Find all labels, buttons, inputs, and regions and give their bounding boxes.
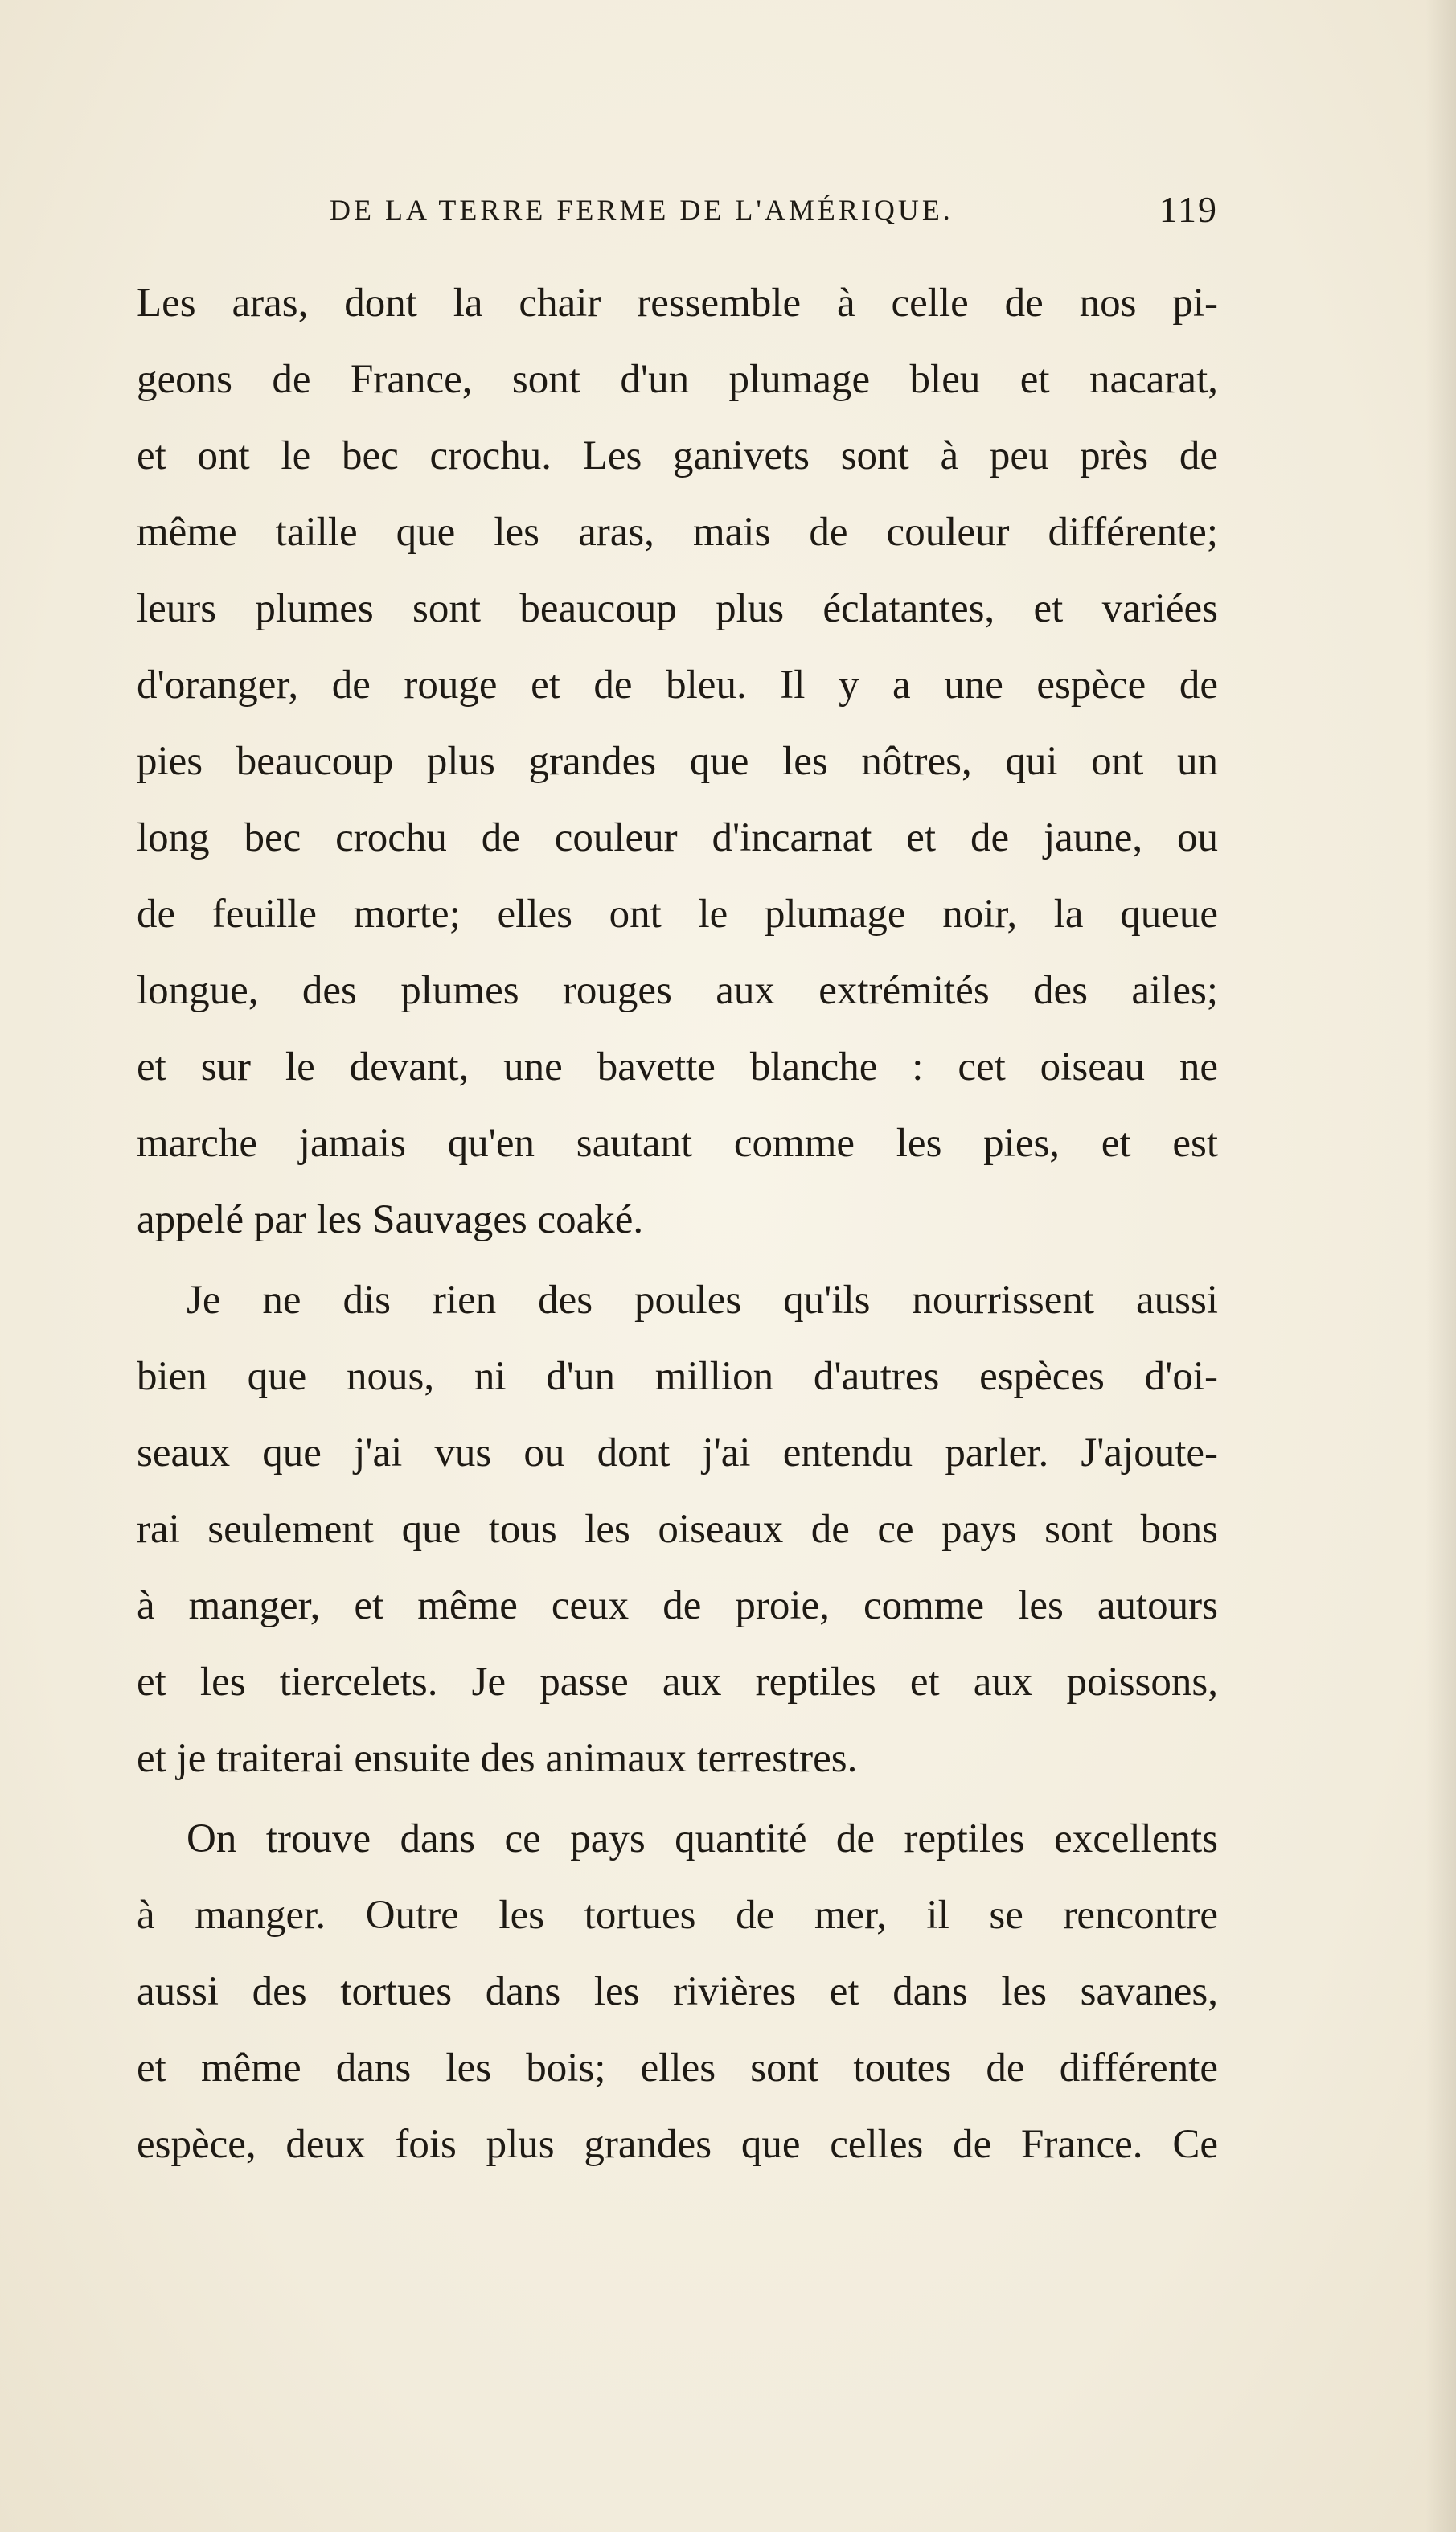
text-line: appelé par les Sauvages coaké. bbox=[137, 1197, 644, 1242]
text-line: Les aras, dont la chair ressemble à celle de nos pi- bbox=[137, 281, 1218, 326]
text-line: même taille que les aras, mais de couleur différente; bbox=[137, 510, 1218, 555]
text-line: d'oranger, de rouge et de bleu. Il y a une espèce de bbox=[137, 663, 1218, 708]
text-line: pies beaucoup plus grandes que les nôtres, qui ont un bbox=[137, 739, 1218, 784]
text-line: de feuille morte; elles ont le plumage noir, la queue bbox=[137, 892, 1218, 937]
text-line: à manger. Outre les tortues de mer, il se rencontre bbox=[137, 1893, 1218, 1938]
text-line: et je traiterai ensuite des animaux terrestres. bbox=[137, 1736, 858, 1781]
text-line: Je ne dis rien des poules qu'ils nourrissent aussi bbox=[187, 1278, 1218, 1323]
text-line: marche jamais qu'en sautant comme les pies, et est bbox=[137, 1121, 1218, 1166]
text-line: et sur le devant, une bavette blanche : cet oiseau ne bbox=[137, 1044, 1218, 1090]
text-line: seaux que j'ai vus ou dont j'ai entendu parler. J'ajoute- bbox=[137, 1430, 1218, 1475]
text-line: espèce, deux fois plus grandes que celles de France. Ce bbox=[137, 2122, 1218, 2167]
text-line: longue, des plumes rouges aux extrémités des ailes; bbox=[137, 968, 1218, 1013]
text-line: geons de France, sont d'un plumage bleu et nacarat, bbox=[137, 357, 1218, 402]
text-line: et même dans les bois; elles sont toutes de différente bbox=[137, 2046, 1218, 2091]
text-line: On trouve dans ce pays quantité de reptiles excellents bbox=[187, 1816, 1218, 1861]
running-title: DE LA TERRE FERME DE L'AMÉRIQUE. bbox=[330, 194, 954, 226]
page-number: 119 bbox=[1159, 189, 1218, 230]
text-line: leurs plumes sont beaucoup plus éclatantes, et variées bbox=[137, 586, 1218, 631]
body-text bbox=[137, 265, 1218, 2183]
text-line: et les tiercelets. Je passe aux reptiles et aux poissons, bbox=[137, 1660, 1218, 1705]
text-line: bien que nous, ni d'un million d'autres espèces d'oi- bbox=[137, 1354, 1218, 1399]
text-line: et ont le bec crochu. Les ganivets sont à peu près de bbox=[137, 433, 1218, 478]
text-line: à manger, et même ceux de proie, comme les autours bbox=[137, 1583, 1218, 1628]
text-line: aussi des tortues dans les rivières et dans les savanes, bbox=[137, 1969, 1218, 2014]
running-head bbox=[137, 189, 1218, 241]
text-line: rai seulement que tous les oiseaux de ce pays sont bons bbox=[137, 1507, 1218, 1552]
text-line: long bec crochu de couleur d'incarnat et de jaune, ou bbox=[137, 815, 1218, 860]
page-edge-shadow bbox=[1425, 0, 1456, 2532]
